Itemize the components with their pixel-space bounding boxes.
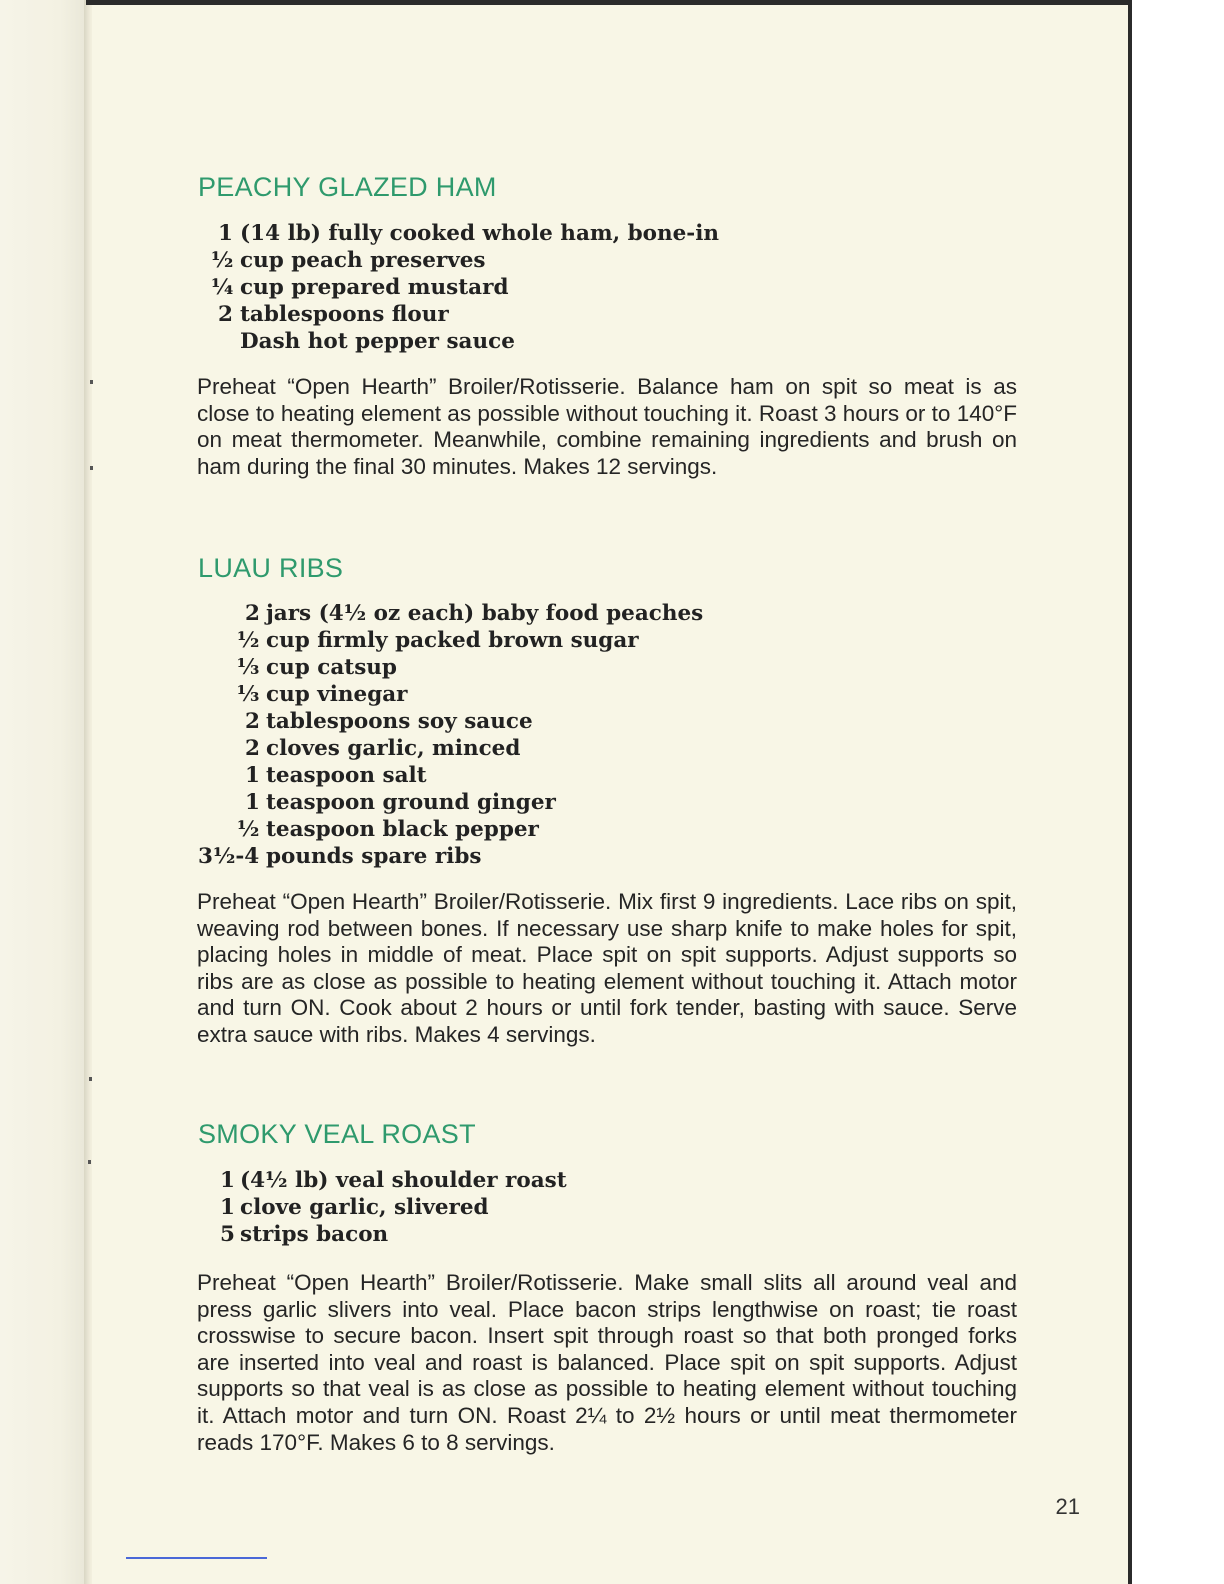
binding-mark	[90, 466, 93, 470]
ingredient-quantity: 1	[245, 763, 260, 788]
ingredient-description: Dash hot pepper sauce	[240, 329, 515, 354]
ingredient-quantity: 1	[218, 221, 233, 246]
ingredient-description: pounds spare ribs	[266, 844, 482, 869]
ingredient-description: teaspoon ground ginger	[266, 790, 556, 815]
ingredient-description: cup peach preserves	[240, 248, 486, 273]
binding-mark	[90, 380, 93, 384]
ingredient-quantity: ½	[237, 817, 260, 842]
ingredient-quantity: ⅓	[237, 682, 260, 707]
ingredient-quantity: 2	[245, 736, 260, 761]
ingredient-description: (4½ lb) veal shoulder roast	[240, 1168, 567, 1193]
ingredient-quantity: ½	[237, 628, 260, 653]
ingredient-description: cup vinegar	[266, 682, 408, 707]
ingredient-quantity: 5	[220, 1222, 235, 1247]
ingredient-quantity: 1	[245, 790, 260, 815]
ingredient-quantity: ⅓	[237, 655, 260, 680]
recipe-title: PEACHY GLAZED HAM	[198, 172, 497, 202]
ingredient-quantity: 2	[245, 709, 260, 734]
ingredient-description: teaspoon salt	[266, 763, 427, 788]
ingredient-description: tablespoons soy sauce	[266, 709, 533, 734]
recipe-instructions: Preheat “Open Hearth” Broiler/Rotisserie. Make small slits all around veal and press garlic slivers into veal. Place bacon strips lengthwise on roast; tie roast crosswise to secure bacon. Insert spit through roast so that both pronged forks are inserted into veal and roast is balanced. Place spit on spit supports. Adjust supports so that veal is as close as possible to heating element without touching it. Attach motor and turn ON. Roast 2¼ to 2½ hours or until meat thermometer reads 170°F. Makes 6 to 8 servings.	[197, 1270, 1017, 1455]
ingredient-quantity: 1	[220, 1168, 235, 1193]
ingredient-description: teaspoon black pepper	[266, 817, 539, 842]
ingredient-description: cloves garlic, minced	[266, 736, 521, 761]
ingredient-quantity: ¼	[211, 275, 234, 300]
recipe-title: LUAU RIBS	[198, 553, 344, 583]
ingredient-quantity: 2	[218, 302, 233, 327]
recipe-instructions: Preheat “Open Hearth” Broiler/Rotisserie. Mix first 9 ingredients. Lace ribs on spit, weaving rod between bones. If necessary use sharp knife to make holes for spit, placing holes in middle of meat. Place spit on spit supports. Adjust supports so ribs are as close as possible to heating element without touching it. Attach motor and turn ON. Cook about 2 hours or until fork tender, basting with sauce. Serve extra sauce with ribs. Makes 4 servings.	[197, 889, 1017, 1047]
recipe-instructions: Preheat “Open Hearth” Broiler/Rotisserie. Balance ham on spit so meat is as close to heating element as possible without touching it. Roast 3 hours or to 140°F on meat thermometer. Meanwhile, combine remaining ingredients and brush on ham during the final 30 minutes. Makes 12 servings.	[197, 374, 1017, 479]
binding-mark	[88, 1160, 91, 1164]
ingredient-description: cup catsup	[266, 655, 397, 680]
ingredient-description: cup prepared mustard	[240, 275, 509, 300]
facing-page-edge	[0, 0, 86, 1584]
ingredient-quantity: 2	[245, 601, 260, 626]
ingredient-description: clove garlic, slivered	[240, 1195, 489, 1220]
ingredient-description: jars (4½ oz each) baby food peaches	[266, 601, 704, 626]
scan-blue-line	[126, 1557, 267, 1559]
recipe-title: SMOKY VEAL ROAST	[198, 1119, 476, 1149]
top-border	[86, 0, 1132, 5]
page-number: 21	[1055, 1494, 1080, 1519]
scan-margin	[1132, 0, 1224, 1584]
ingredient-quantity: ½	[211, 248, 234, 273]
ingredient-description: strips bacon	[240, 1222, 389, 1247]
ingredient-description: tablespoons flour	[240, 302, 449, 327]
ingredient-description: cup firmly packed brown sugar	[266, 628, 639, 653]
ingredient-description: (14 lb) fully cooked whole ham, bone-in	[240, 221, 719, 246]
ingredient-quantity: 3½-4	[198, 844, 260, 869]
ingredient-quantity: 1	[220, 1195, 235, 1220]
binding-mark	[89, 1077, 92, 1081]
